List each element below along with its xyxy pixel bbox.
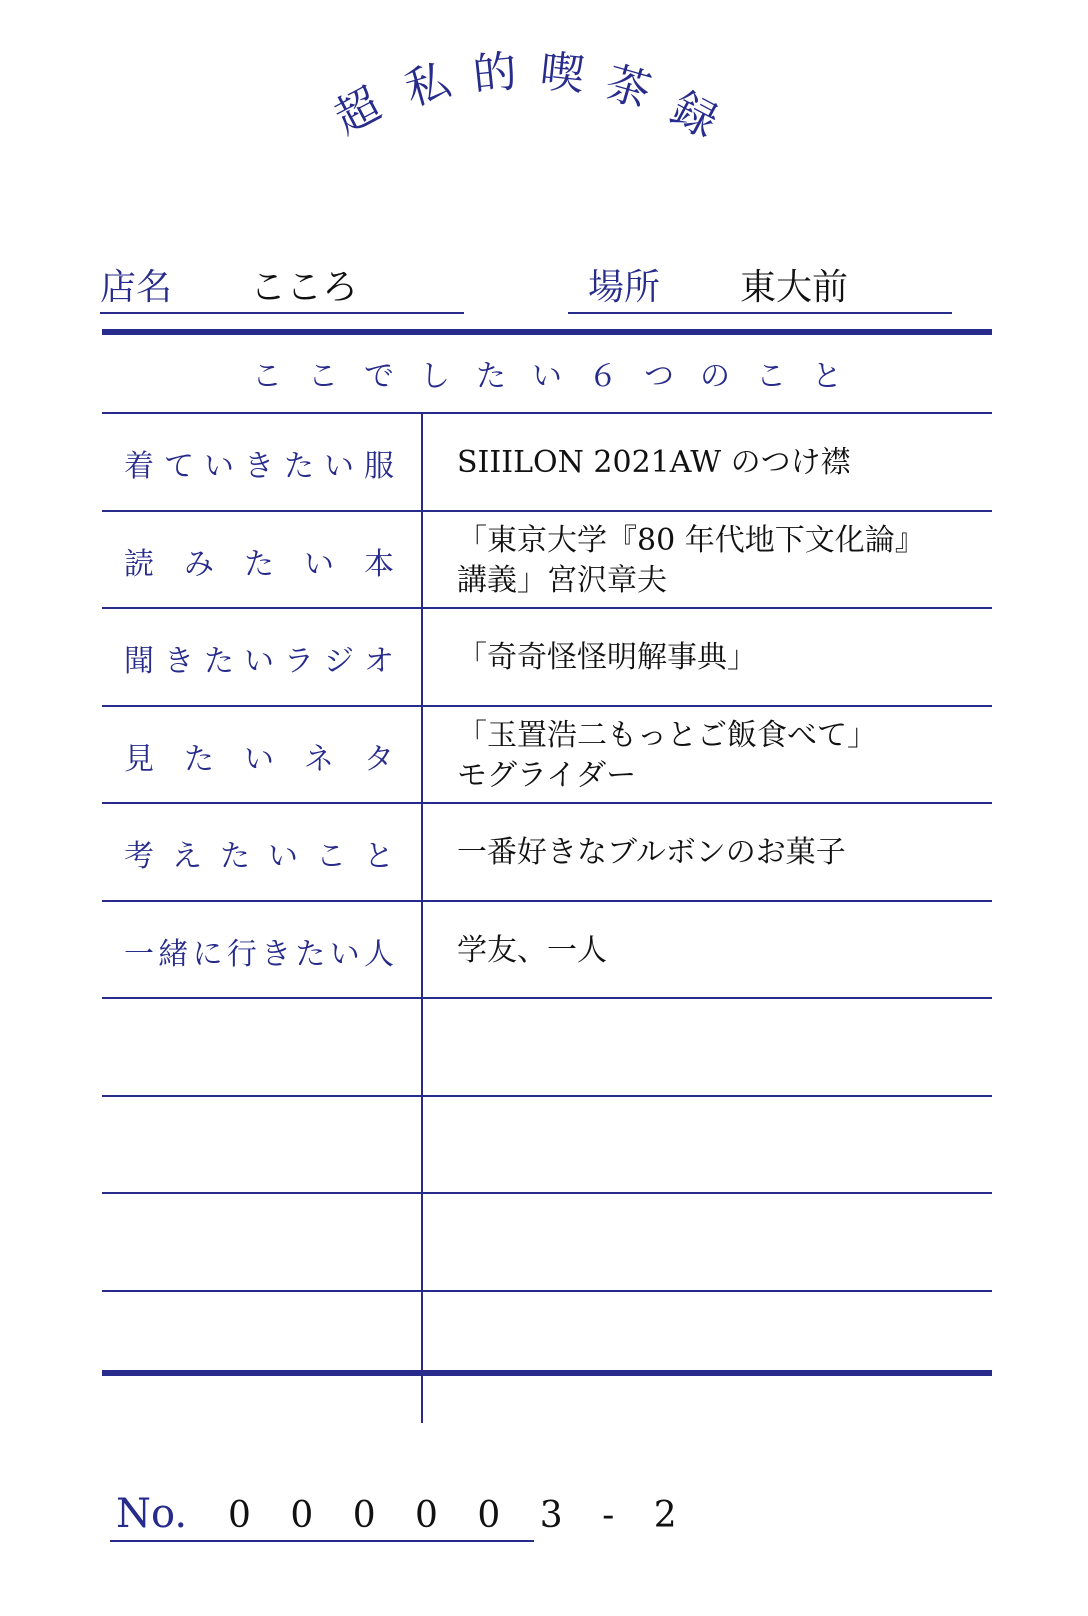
row-value	[457, 609, 978, 707]
row-label-char: い	[324, 449, 354, 484]
row-label-char: 服	[364, 449, 394, 484]
table-row	[102, 705, 992, 803]
row-label-char: み	[184, 547, 214, 582]
shop-name-value: こころ	[250, 267, 359, 308]
row-label-char: き	[164, 644, 194, 679]
row-label-char: い	[329, 937, 360, 972]
row-label-char: と	[364, 839, 394, 874]
row-label-char: 見	[124, 742, 154, 777]
row-value-line: 「玉置浩二もっとご飯食べて」	[457, 718, 877, 753]
row-label-char: こ	[316, 839, 346, 874]
row-label-char: ラ	[284, 644, 314, 679]
row-label-char: い	[204, 449, 234, 484]
row-label-char: タ	[364, 742, 394, 777]
row-label-char: に	[192, 937, 223, 972]
row-label-char: た	[220, 839, 250, 874]
table-row	[102, 900, 992, 998]
table-row	[102, 997, 992, 1095]
table-row	[102, 802, 992, 900]
activity-table	[102, 412, 992, 1423]
shop-name-label: 店名	[100, 267, 173, 308]
row-label-char: オ	[364, 644, 394, 679]
row-value-line: 「東京大学『80 年代地下文化論』	[457, 523, 925, 558]
row-label-char: い	[244, 742, 274, 777]
title-char: 的	[470, 45, 520, 102]
row-label-char: 緒	[158, 937, 189, 972]
row-label-char: 行	[226, 937, 257, 972]
row-label-char: た	[244, 547, 274, 582]
row-label-char: 一	[124, 937, 154, 972]
top-thick-rule	[102, 329, 992, 335]
table-row	[102, 510, 992, 608]
row-label	[124, 512, 394, 610]
row-label-char: 本	[364, 547, 394, 582]
place-value: 東大前	[740, 267, 849, 308]
title-char: 超	[326, 78, 390, 145]
row-value	[457, 512, 978, 610]
table-row	[102, 412, 992, 510]
record-number-value: 0 0 0 0 0 3 - 2	[228, 1495, 691, 1536]
row-label	[124, 902, 394, 1000]
row-label-char: い	[244, 644, 274, 679]
row-label-char: 聞	[124, 644, 154, 679]
row-value	[457, 902, 978, 1000]
row-value	[457, 1194, 978, 1292]
table-row	[102, 1095, 992, 1193]
row-label-char: 着	[124, 449, 154, 484]
bottom-thick-rule	[102, 1370, 992, 1376]
row-label	[124, 414, 394, 512]
row-value-line: モグライダー	[457, 758, 637, 793]
title-char: 私	[399, 54, 457, 117]
row-label-char: き	[244, 449, 274, 484]
table-row	[102, 1192, 992, 1290]
row-value-line: 講義」宮沢章夫	[457, 563, 667, 598]
shop-name-field	[100, 268, 464, 314]
row-label	[124, 804, 394, 902]
title-char: 茶	[599, 56, 657, 119]
row-value-line: 学友、一人	[457, 933, 607, 968]
row-label-char: た	[184, 742, 214, 777]
row-label-char: 考	[124, 839, 154, 874]
table-row	[102, 607, 992, 705]
row-label-char: た	[284, 449, 314, 484]
subtitle: ここでしたい６つのこと	[252, 359, 868, 394]
row-value	[457, 999, 978, 1097]
row-value-line: 一番好きなブルボンのお菓子	[457, 835, 846, 870]
record-number-label: No.	[116, 1491, 188, 1537]
row-value	[457, 804, 978, 902]
row-value-line: SIIILON 2021AW のつけ襟	[457, 445, 851, 480]
row-label-char: て	[164, 449, 194, 484]
row-label-char: い	[304, 547, 334, 582]
row-value-line: 「奇奇怪怪明解事典」	[457, 640, 757, 675]
row-value	[457, 707, 978, 805]
row-label-char: き	[261, 937, 292, 972]
page-title	[0, 0, 1088, 220]
row-label-char: た	[204, 644, 234, 679]
row-label	[124, 707, 394, 805]
row-label-char: え	[172, 839, 202, 874]
place-field	[568, 268, 952, 314]
row-label-char: 読	[124, 547, 154, 582]
row-label-char: ジ	[324, 644, 354, 679]
record-number	[110, 1484, 691, 1542]
row-value	[457, 1097, 978, 1195]
row-label-char: た	[295, 937, 326, 972]
title-char: 喫	[537, 45, 587, 102]
row-label-char: 人	[363, 937, 394, 972]
row-label-char: ネ	[304, 742, 334, 777]
row-label-char: い	[268, 839, 298, 874]
title-char: 録	[662, 82, 726, 149]
place-label: 場所	[588, 267, 661, 308]
row-label	[124, 609, 394, 707]
row-value	[457, 414, 978, 512]
